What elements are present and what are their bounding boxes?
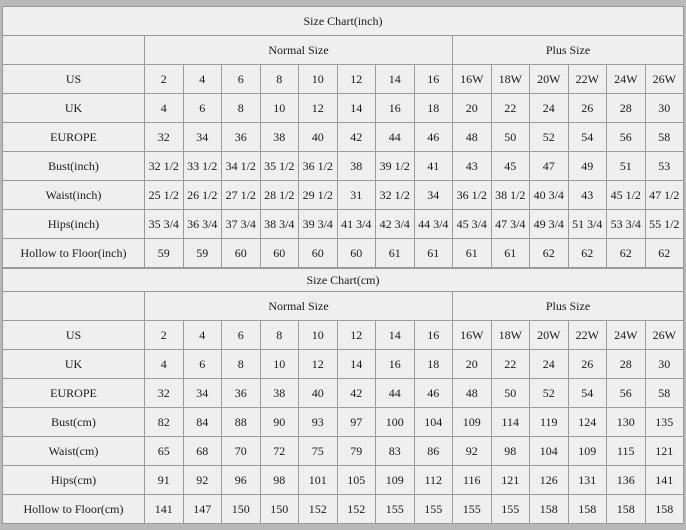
cell: 98 bbox=[260, 466, 299, 495]
cell: 26W bbox=[645, 65, 684, 94]
cell: 31 bbox=[337, 181, 376, 210]
cell: 20W bbox=[530, 321, 569, 350]
cell: 147 bbox=[183, 495, 222, 524]
cell: 44 bbox=[376, 379, 415, 408]
cell: 39 1/2 bbox=[376, 152, 415, 181]
cell: 130 bbox=[607, 408, 646, 437]
cell: 40 3/4 bbox=[530, 181, 569, 210]
cell: 26 bbox=[568, 350, 607, 379]
table-row bbox=[3, 94, 684, 123]
cell: 14 bbox=[376, 65, 415, 94]
cell: 54 bbox=[568, 123, 607, 152]
table-row bbox=[3, 321, 684, 350]
cell: 62 bbox=[645, 239, 684, 268]
cell: 53 bbox=[645, 152, 684, 181]
cell: 52 bbox=[530, 379, 569, 408]
cell: 6 bbox=[183, 94, 222, 123]
cell: 22W bbox=[568, 321, 607, 350]
cell: 14 bbox=[376, 321, 415, 350]
row-label: Hips(inch) bbox=[3, 210, 145, 239]
cell: 105 bbox=[337, 466, 376, 495]
cell: 114 bbox=[491, 408, 530, 437]
cell: 43 bbox=[453, 152, 492, 181]
cell: 52 bbox=[530, 123, 569, 152]
cell: 18W bbox=[491, 321, 530, 350]
cell: 112 bbox=[414, 466, 453, 495]
table-row bbox=[3, 123, 684, 152]
table-row bbox=[3, 210, 684, 239]
cell: 136 bbox=[607, 466, 646, 495]
cell: 36 1/2 bbox=[453, 181, 492, 210]
cell: 42 bbox=[337, 379, 376, 408]
cell: 72 bbox=[260, 437, 299, 466]
cell: 61 bbox=[453, 239, 492, 268]
cell: 8 bbox=[260, 321, 299, 350]
cell: 20W bbox=[530, 65, 569, 94]
table-row bbox=[3, 181, 684, 210]
corner-cell bbox=[3, 292, 145, 321]
cell: 46 bbox=[414, 123, 453, 152]
table-row bbox=[3, 408, 684, 437]
cell: 158 bbox=[568, 495, 607, 524]
table-row bbox=[3, 152, 684, 181]
cell: 42 bbox=[337, 123, 376, 152]
cell: 59 bbox=[145, 239, 184, 268]
cell: 43 bbox=[568, 181, 607, 210]
table-title-row bbox=[3, 269, 684, 292]
cell: 30 bbox=[645, 350, 684, 379]
cell: 97 bbox=[337, 408, 376, 437]
cell: 65 bbox=[145, 437, 184, 466]
cell: 12 bbox=[299, 350, 338, 379]
cell: 131 bbox=[568, 466, 607, 495]
cell: 32 bbox=[145, 123, 184, 152]
cell: 55 1/2 bbox=[645, 210, 684, 239]
cell: 60 bbox=[337, 239, 376, 268]
cell: 109 bbox=[453, 408, 492, 437]
cell: 30 bbox=[645, 94, 684, 123]
cell: 68 bbox=[183, 437, 222, 466]
cell: 12 bbox=[299, 94, 338, 123]
cell: 56 bbox=[607, 379, 646, 408]
cell: 60 bbox=[260, 239, 299, 268]
size-chart-inch bbox=[2, 6, 684, 268]
cell: 27 1/2 bbox=[222, 181, 261, 210]
cell: 62 bbox=[607, 239, 646, 268]
cell: 24 bbox=[530, 350, 569, 379]
cell: 40 bbox=[299, 379, 338, 408]
cell: 58 bbox=[645, 123, 684, 152]
cell: 16W bbox=[453, 65, 492, 94]
cell: 45 bbox=[491, 152, 530, 181]
cell: 33 1/2 bbox=[183, 152, 222, 181]
cell: 6 bbox=[183, 350, 222, 379]
table-row bbox=[3, 495, 684, 524]
row-label: Hollow to Floor(cm) bbox=[3, 495, 145, 524]
cell: 86 bbox=[414, 437, 453, 466]
cell: 32 1/2 bbox=[376, 181, 415, 210]
table-group-row bbox=[3, 292, 684, 321]
cell: 10 bbox=[299, 321, 338, 350]
cell: 26W bbox=[645, 321, 684, 350]
size-table-cm bbox=[2, 268, 684, 524]
group-header-normal: Normal Size bbox=[145, 36, 453, 65]
row-label: EUROPE bbox=[3, 379, 145, 408]
cell: 49 3/4 bbox=[530, 210, 569, 239]
cell: 24W bbox=[607, 321, 646, 350]
cell: 155 bbox=[453, 495, 492, 524]
cell: 83 bbox=[376, 437, 415, 466]
row-label: Waist(inch) bbox=[3, 181, 145, 210]
cell: 2 bbox=[145, 65, 184, 94]
cell: 48 bbox=[453, 379, 492, 408]
cell: 14 bbox=[337, 350, 376, 379]
cell: 18 bbox=[414, 94, 453, 123]
cell: 38 bbox=[260, 379, 299, 408]
cell: 12 bbox=[337, 321, 376, 350]
row-label: EUROPE bbox=[3, 123, 145, 152]
cell: 16 bbox=[376, 94, 415, 123]
cell: 158 bbox=[645, 495, 684, 524]
cell: 152 bbox=[299, 495, 338, 524]
cell: 88 bbox=[222, 408, 261, 437]
cell: 34 bbox=[414, 181, 453, 210]
group-header-normal: Normal Size bbox=[145, 292, 453, 321]
table-row bbox=[3, 379, 684, 408]
cell: 10 bbox=[299, 65, 338, 94]
cell: 24W bbox=[607, 65, 646, 94]
cell: 4 bbox=[183, 321, 222, 350]
cell: 135 bbox=[645, 408, 684, 437]
cell: 22W bbox=[568, 65, 607, 94]
cell: 61 bbox=[414, 239, 453, 268]
cell: 38 1/2 bbox=[491, 181, 530, 210]
cell: 4 bbox=[145, 94, 184, 123]
cell: 62 bbox=[530, 239, 569, 268]
cell: 36 bbox=[222, 123, 261, 152]
row-label: US bbox=[3, 321, 145, 350]
cell: 44 bbox=[376, 123, 415, 152]
cell: 82 bbox=[145, 408, 184, 437]
cell: 60 bbox=[222, 239, 261, 268]
cell: 35 1/2 bbox=[260, 152, 299, 181]
cell: 16 bbox=[414, 321, 453, 350]
cell: 35 3/4 bbox=[145, 210, 184, 239]
cell: 26 1/2 bbox=[183, 181, 222, 210]
size-table-inch bbox=[2, 6, 684, 268]
row-label: Bust(cm) bbox=[3, 408, 145, 437]
cell: 34 1/2 bbox=[222, 152, 261, 181]
row-label: UK bbox=[3, 94, 145, 123]
row-label: Waist(cm) bbox=[3, 437, 145, 466]
cell: 119 bbox=[530, 408, 569, 437]
cell: 92 bbox=[183, 466, 222, 495]
cell: 84 bbox=[183, 408, 222, 437]
cell: 18W bbox=[491, 65, 530, 94]
cell: 6 bbox=[222, 65, 261, 94]
cell: 101 bbox=[299, 466, 338, 495]
table-title-row bbox=[3, 7, 684, 36]
cell: 4 bbox=[145, 350, 184, 379]
cell: 158 bbox=[530, 495, 569, 524]
cell: 8 bbox=[260, 65, 299, 94]
cell: 62 bbox=[568, 239, 607, 268]
cell: 51 bbox=[607, 152, 646, 181]
cell: 124 bbox=[568, 408, 607, 437]
cell: 42 3/4 bbox=[376, 210, 415, 239]
cell: 25 1/2 bbox=[145, 181, 184, 210]
cell: 29 1/2 bbox=[299, 181, 338, 210]
cell: 44 3/4 bbox=[414, 210, 453, 239]
cell: 41 bbox=[414, 152, 453, 181]
cell: 75 bbox=[299, 437, 338, 466]
cell: 37 3/4 bbox=[222, 210, 261, 239]
cell: 38 3/4 bbox=[260, 210, 299, 239]
cell: 28 bbox=[607, 94, 646, 123]
cell: 8 bbox=[222, 350, 261, 379]
cell: 152 bbox=[337, 495, 376, 524]
cell: 34 bbox=[183, 123, 222, 152]
size-chart-cm bbox=[2, 268, 684, 524]
table-row bbox=[3, 437, 684, 466]
row-label: Bust(inch) bbox=[3, 152, 145, 181]
cell: 150 bbox=[260, 495, 299, 524]
cell: 126 bbox=[530, 466, 569, 495]
cell: 150 bbox=[222, 495, 261, 524]
cell: 50 bbox=[491, 379, 530, 408]
cell: 41 3/4 bbox=[337, 210, 376, 239]
cell: 96 bbox=[222, 466, 261, 495]
cell: 155 bbox=[414, 495, 453, 524]
cell: 20 bbox=[453, 350, 492, 379]
cell: 141 bbox=[145, 495, 184, 524]
cell: 18 bbox=[414, 350, 453, 379]
cell: 61 bbox=[491, 239, 530, 268]
table-row bbox=[3, 466, 684, 495]
cell: 54 bbox=[568, 379, 607, 408]
cell: 98 bbox=[491, 437, 530, 466]
cell: 12 bbox=[337, 65, 376, 94]
cell: 34 bbox=[183, 379, 222, 408]
cell: 22 bbox=[491, 94, 530, 123]
cell: 121 bbox=[645, 437, 684, 466]
cell: 6 bbox=[222, 321, 261, 350]
cell: 16 bbox=[414, 65, 453, 94]
cell: 59 bbox=[183, 239, 222, 268]
cell: 56 bbox=[607, 123, 646, 152]
cell: 26 bbox=[568, 94, 607, 123]
cell: 36 3/4 bbox=[183, 210, 222, 239]
cell: 79 bbox=[337, 437, 376, 466]
cell: 2 bbox=[145, 321, 184, 350]
cell: 49 bbox=[568, 152, 607, 181]
cell: 16 bbox=[376, 350, 415, 379]
cell: 90 bbox=[260, 408, 299, 437]
row-label: UK bbox=[3, 350, 145, 379]
table-row bbox=[3, 239, 684, 268]
cell: 14 bbox=[337, 94, 376, 123]
cell: 45 3/4 bbox=[453, 210, 492, 239]
cell: 92 bbox=[453, 437, 492, 466]
cell: 39 3/4 bbox=[299, 210, 338, 239]
cell: 50 bbox=[491, 123, 530, 152]
cell: 38 bbox=[337, 152, 376, 181]
cell: 115 bbox=[607, 437, 646, 466]
cell: 28 bbox=[607, 350, 646, 379]
row-label: US bbox=[3, 65, 145, 94]
cell: 38 bbox=[260, 123, 299, 152]
cell: 32 1/2 bbox=[145, 152, 184, 181]
table-row bbox=[3, 65, 684, 94]
cell: 28 1/2 bbox=[260, 181, 299, 210]
chart-title: Size Chart(cm) bbox=[3, 269, 684, 292]
cell: 91 bbox=[145, 466, 184, 495]
cell: 48 bbox=[453, 123, 492, 152]
cell: 51 3/4 bbox=[568, 210, 607, 239]
cell: 93 bbox=[299, 408, 338, 437]
cell: 104 bbox=[530, 437, 569, 466]
cell: 155 bbox=[376, 495, 415, 524]
cell: 10 bbox=[260, 94, 299, 123]
cell: 22 bbox=[491, 350, 530, 379]
cell: 36 bbox=[222, 379, 261, 408]
row-label: Hips(cm) bbox=[3, 466, 145, 495]
cell: 116 bbox=[453, 466, 492, 495]
cell: 53 3/4 bbox=[607, 210, 646, 239]
cell: 47 3/4 bbox=[491, 210, 530, 239]
group-header-plus: Plus Size bbox=[453, 36, 684, 65]
cell: 47 1/2 bbox=[645, 181, 684, 210]
cell: 100 bbox=[376, 408, 415, 437]
cell: 24 bbox=[530, 94, 569, 123]
cell: 141 bbox=[645, 466, 684, 495]
cell: 58 bbox=[645, 379, 684, 408]
cell: 45 1/2 bbox=[607, 181, 646, 210]
cell: 155 bbox=[491, 495, 530, 524]
cell: 60 bbox=[299, 239, 338, 268]
cell: 46 bbox=[414, 379, 453, 408]
cell: 8 bbox=[222, 94, 261, 123]
row-label: Hollow to Floor(inch) bbox=[3, 239, 145, 268]
cell: 70 bbox=[222, 437, 261, 466]
corner-cell bbox=[3, 36, 145, 65]
cell: 158 bbox=[607, 495, 646, 524]
cell: 10 bbox=[260, 350, 299, 379]
cell: 36 1/2 bbox=[299, 152, 338, 181]
group-header-plus: Plus Size bbox=[453, 292, 684, 321]
cell: 61 bbox=[376, 239, 415, 268]
table-group-row bbox=[3, 36, 684, 65]
cell: 40 bbox=[299, 123, 338, 152]
cell: 109 bbox=[376, 466, 415, 495]
cell: 20 bbox=[453, 94, 492, 123]
chart-title: Size Chart(inch) bbox=[3, 7, 684, 36]
cell: 104 bbox=[414, 408, 453, 437]
cell: 47 bbox=[530, 152, 569, 181]
table-row bbox=[3, 350, 684, 379]
cell: 4 bbox=[183, 65, 222, 94]
cell: 121 bbox=[491, 466, 530, 495]
cell: 16W bbox=[453, 321, 492, 350]
cell: 109 bbox=[568, 437, 607, 466]
cell: 32 bbox=[145, 379, 184, 408]
